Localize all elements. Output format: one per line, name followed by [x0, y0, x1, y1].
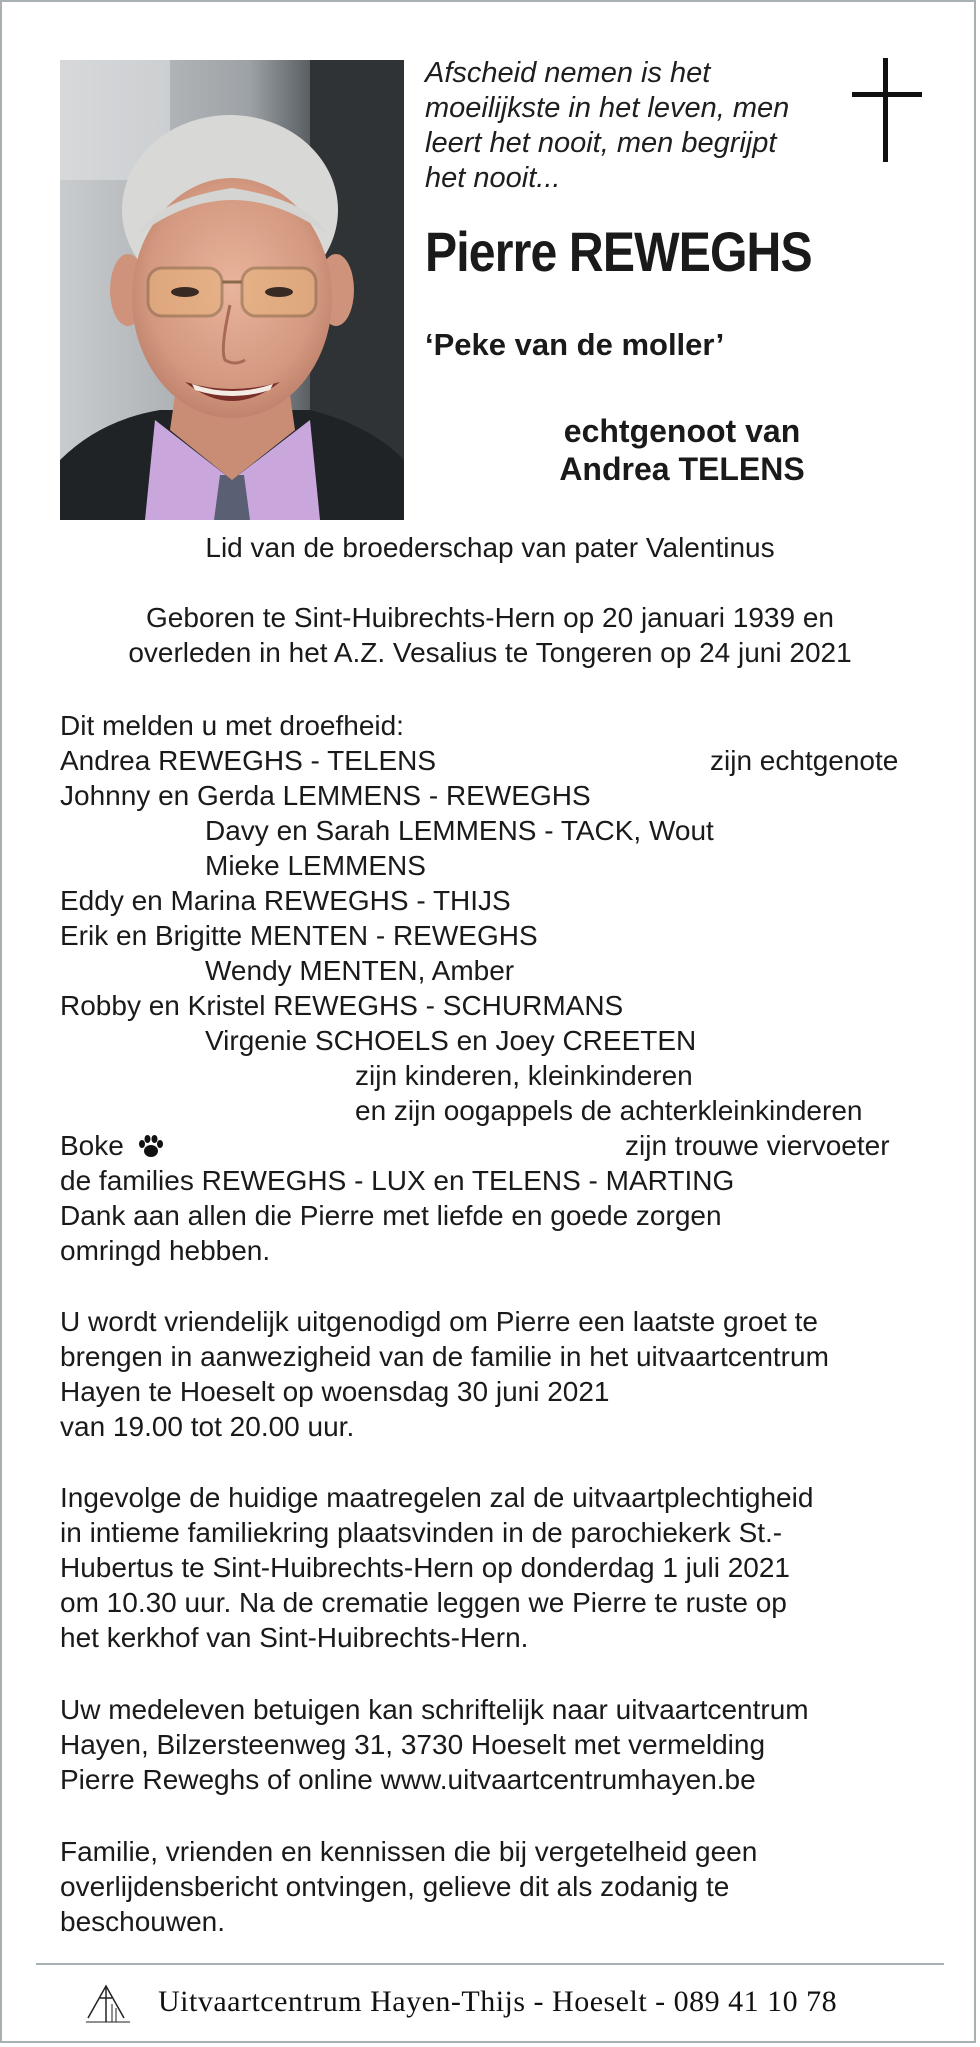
membership-text: Lid van de broederschap van pater Valentinus	[205, 532, 775, 563]
condolence-line: Uw medeleven betuigen kan schriftelijk naar uitvaartcentrum	[60, 1694, 809, 1725]
thanks-line: Dank aan allen die Pierre met liefde en goede zorgen	[60, 1200, 722, 1231]
quote-line: Afscheid nemen is het	[425, 57, 711, 89]
notice-line: Familie, vrienden en kennissen die bij vergetelheid geen	[60, 1836, 758, 1867]
membership	[2, 530, 978, 565]
portrait-illustration	[60, 60, 404, 520]
visitation-line: U wordt vriendelijk uitgenodigd om Pierre een laatste groet te	[60, 1306, 818, 1337]
ceremony-line: in intieme familiekring plaatsvinden in de parochiekerk St.-	[60, 1517, 783, 1548]
spouse-name: Andrea TELENS	[559, 451, 805, 487]
family-line: Robby en Kristel REWEGHS - SCHURMANS	[60, 990, 624, 1021]
visitation-info	[60, 1304, 930, 1444]
quote-line: het nooit...	[425, 162, 561, 194]
funeral-home-logo-icon	[84, 1978, 132, 2026]
extended-families: de families REWEGHS - LUX en TELENS - MARTING	[60, 1165, 735, 1196]
footer-contact: Uitvaartcentrum Hayen-Thijs - Hoeselt - 089 41 10 78	[158, 1985, 838, 2018]
family-announcement	[60, 708, 930, 1268]
family-intro: Dit melden u met droefheid:	[60, 710, 404, 741]
family-line: Davy en Sarah LEMMENS - TACK, Wout	[205, 815, 714, 846]
thanks-line: omringd hebben.	[60, 1235, 271, 1266]
visitation-line: van 19.00 tot 20.00 uur.	[60, 1411, 355, 1442]
family-spouse-row	[60, 743, 930, 778]
death-line: overleden in het A.Z. Vesalius te Tongeren op 24 juni 2021	[128, 637, 852, 668]
notice-line: beschouwen.	[60, 1906, 226, 1937]
ceremony-info	[60, 1480, 930, 1655]
deceased-name: Pierre REWEGHS	[425, 220, 812, 283]
quote-line: leert het nooit, men begrijpt	[425, 127, 777, 159]
portrait-photo	[60, 60, 404, 520]
ceremony-line: om 10.30 uur. Na de crematie leggen we Pierre te ruste op	[60, 1587, 787, 1618]
family-line: Mieke LEMMENS	[205, 850, 426, 881]
paw-print-icon	[138, 1135, 164, 1159]
ceremony-line: Ingevolge de huidige maatregelen zal de uitvaartplechtigheid	[60, 1482, 814, 1513]
quote-line: moeilijkste in het leven, men	[425, 92, 790, 124]
condolence-info	[60, 1692, 930, 1797]
pet-name: Boke	[60, 1130, 124, 1161]
birth-death-info	[2, 600, 978, 670]
pet-row	[60, 1128, 930, 1163]
family-line: Eddy en Marina REWEGHS - THIJS	[60, 885, 511, 916]
cross-icon	[852, 58, 922, 162]
family-line: Erik en Brigitte MENTEN - REWEGHS	[60, 920, 538, 951]
family-line: Wendy MENTEN, Amber	[205, 955, 515, 986]
ceremony-line: het kerkhof van Sint-Huibrechts-Hern.	[60, 1622, 529, 1653]
pet-role: zijn trouwe viervoeter	[625, 1130, 890, 1161]
ceremony-line: Hubertus te Sint-Huibrechts-Hern op donderdag 1 juli 2021	[60, 1552, 790, 1583]
birth-line: Geboren te Sint-Huibrechts-Hern op 20 januari 1939 en	[146, 602, 834, 633]
footer-divider	[36, 1963, 944, 1965]
condolence-line: Hayen, Bilzersteenweg 31, 3730 Hoeselt met vermelding	[60, 1729, 766, 1760]
footer	[84, 1977, 944, 2027]
spouse-block	[502, 412, 862, 488]
visitation-line: brengen in aanwezigheid van de familie in het uitvaartcentrum	[60, 1341, 829, 1372]
notice-line: overlijdensbericht ontvingen, gelieve dit als zodanig te	[60, 1871, 730, 1902]
family-line: Virgenie SCHOELS en Joey CREETEN	[205, 1025, 697, 1056]
family-line: Johnny en Gerda LEMMENS - REWEGHS	[60, 780, 591, 811]
notice-info	[60, 1834, 930, 1939]
family-line: en zijn oogappels de achterkleinkinderen	[355, 1095, 863, 1126]
memorial-quote	[425, 56, 835, 196]
family-spouse-name: Andrea REWEGHS - TELENS	[60, 745, 437, 776]
visitation-line: Hayen te Hoeselt op woensdag 30 juni 2021	[60, 1376, 610, 1407]
family-spouse-role: zijn echtgenote	[710, 745, 899, 776]
spouse-relation: echtgenoot van	[563, 413, 801, 449]
family-line: zijn kinderen, kleinkinderen	[355, 1060, 693, 1091]
nickname: ‘Peke van de moller’	[425, 327, 725, 362]
condolence-line: Pierre Reweghs of online www.uitvaartcentrumhayen.be	[60, 1764, 756, 1795]
